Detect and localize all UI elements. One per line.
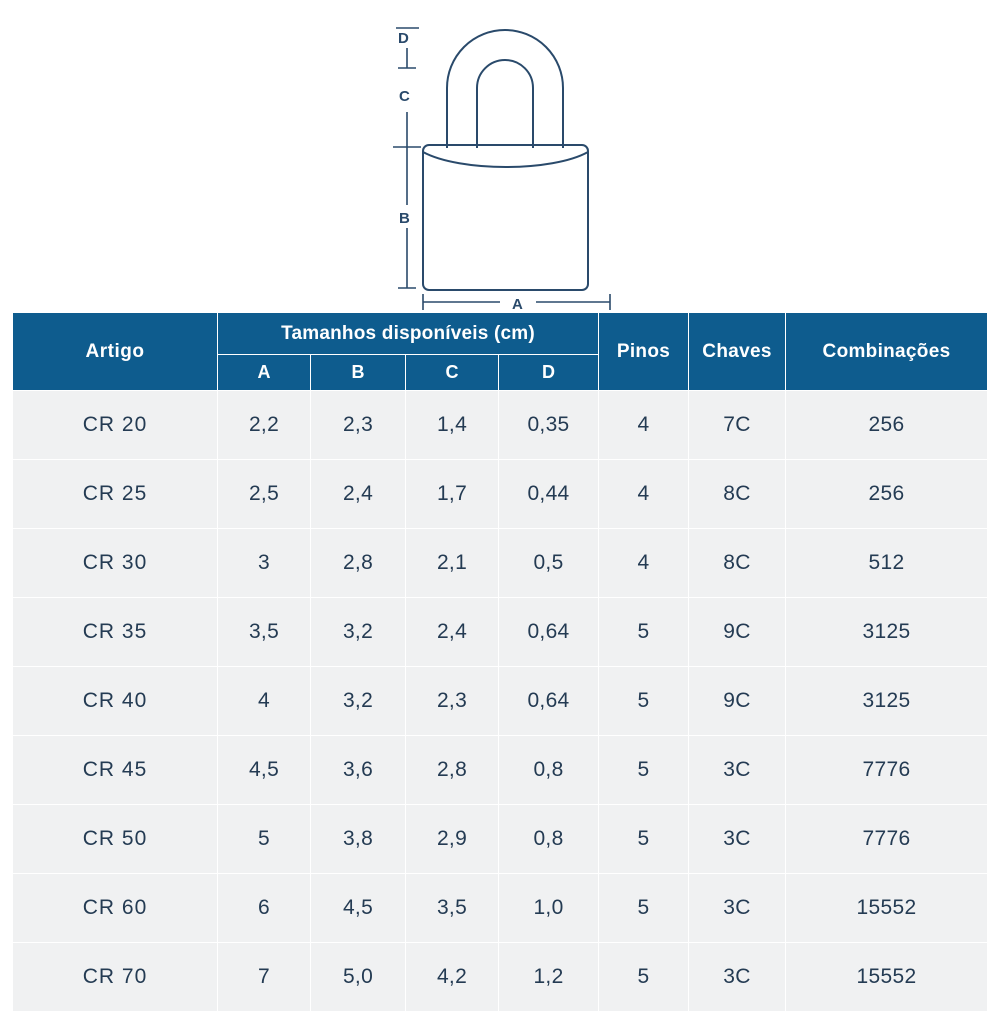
cell-d: 0,44	[499, 460, 599, 529]
cell-d: 1,2	[499, 943, 599, 1012]
cell-chaves: 9C	[689, 598, 786, 667]
cell-a: 3,5	[218, 598, 311, 667]
cell-d: 0,64	[499, 598, 599, 667]
table-row	[13, 667, 988, 736]
dimension-label-b: B	[399, 210, 411, 227]
cell-combinacoes: 512	[786, 529, 988, 598]
table-row	[13, 805, 988, 874]
cell-artigo: CR 60	[13, 874, 218, 943]
cell-c: 1,7	[406, 460, 499, 529]
cell-pinos: 5	[599, 667, 689, 736]
cell-d: 1,0	[499, 874, 599, 943]
cell-pinos: 4	[599, 460, 689, 529]
cell-artigo: CR 20	[13, 391, 218, 460]
cell-pinos: 4	[599, 391, 689, 460]
cell-artigo: CR 50	[13, 805, 218, 874]
cell-combinacoes: 3125	[786, 598, 988, 667]
cell-pinos: 4	[599, 529, 689, 598]
cell-b: 3,6	[311, 736, 406, 805]
header-sizes-group: Tamanhos disponíveis (cm)	[218, 313, 599, 355]
cell-d: 0,64	[499, 667, 599, 736]
cell-d: 0,8	[499, 805, 599, 874]
cell-artigo: CR 70	[13, 943, 218, 1012]
cell-c: 2,9	[406, 805, 499, 874]
table-header-row-1	[13, 313, 988, 355]
cell-pinos: 5	[599, 736, 689, 805]
cell-c: 2,4	[406, 598, 499, 667]
cell-d: 0,35	[499, 391, 599, 460]
header-artigo: Artigo	[13, 313, 218, 391]
cell-c: 2,1	[406, 529, 499, 598]
cell-chaves: 3C	[689, 736, 786, 805]
cell-pinos: 5	[599, 874, 689, 943]
table-row	[13, 736, 988, 805]
cell-b: 3,2	[311, 598, 406, 667]
cell-chaves: 9C	[689, 667, 786, 736]
cell-b: 2,3	[311, 391, 406, 460]
cell-chaves: 7C	[689, 391, 786, 460]
cell-b: 2,8	[311, 529, 406, 598]
header-size-c: C	[406, 355, 499, 391]
specification-table	[12, 312, 988, 1012]
cell-b: 5,0	[311, 943, 406, 1012]
cell-a: 4,5	[218, 736, 311, 805]
cell-chaves: 3C	[689, 943, 786, 1012]
cell-d: 0,8	[499, 736, 599, 805]
table-row	[13, 598, 988, 667]
cell-c: 2,3	[406, 667, 499, 736]
table-row	[13, 460, 988, 529]
cell-a: 5	[218, 805, 311, 874]
cell-combinacoes: 256	[786, 460, 988, 529]
dimension-label-c: C	[399, 88, 411, 105]
table-row	[13, 943, 988, 1012]
cell-combinacoes: 3125	[786, 667, 988, 736]
cell-pinos: 5	[599, 805, 689, 874]
table-body	[13, 391, 988, 1012]
header-size-a: A	[218, 355, 311, 391]
cell-artigo: CR 40	[13, 667, 218, 736]
cell-b: 4,5	[311, 874, 406, 943]
cell-a: 4	[218, 667, 311, 736]
cell-chaves: 8C	[689, 529, 786, 598]
table-row	[13, 391, 988, 460]
table-row	[13, 529, 988, 598]
cell-c: 2,8	[406, 736, 499, 805]
header-chaves: Chaves	[689, 313, 786, 391]
cell-artigo: CR 25	[13, 460, 218, 529]
cell-combinacoes: 7776	[786, 805, 988, 874]
specification-table-wrapper	[12, 312, 987, 1012]
cell-combinacoes: 15552	[786, 943, 988, 1012]
cell-a: 3	[218, 529, 311, 598]
header-size-d: D	[499, 355, 599, 391]
cell-pinos: 5	[599, 943, 689, 1012]
cell-pinos: 5	[599, 598, 689, 667]
cell-artigo: CR 30	[13, 529, 218, 598]
header-pinos: Pinos	[599, 313, 689, 391]
header-combinacoes: Combinações	[786, 313, 988, 391]
dimension-label-d: D	[398, 30, 410, 47]
cell-chaves: 3C	[689, 805, 786, 874]
cell-a: 2,5	[218, 460, 311, 529]
table-row	[13, 874, 988, 943]
cell-artigo: CR 45	[13, 736, 218, 805]
padlock-illustration	[0, 0, 1000, 310]
cell-chaves: 3C	[689, 874, 786, 943]
cell-b: 3,2	[311, 667, 406, 736]
cell-artigo: CR 35	[13, 598, 218, 667]
cell-combinacoes: 256	[786, 391, 988, 460]
cell-combinacoes: 15552	[786, 874, 988, 943]
cell-c: 1,4	[406, 391, 499, 460]
cell-a: 2,2	[218, 391, 311, 460]
cell-d: 0,5	[499, 529, 599, 598]
cell-combinacoes: 7776	[786, 736, 988, 805]
dimension-label-a: A	[512, 296, 524, 313]
cell-a: 6	[218, 874, 311, 943]
cell-c: 4,2	[406, 943, 499, 1012]
cell-a: 7	[218, 943, 311, 1012]
header-size-b: B	[311, 355, 406, 391]
table-header	[13, 313, 988, 391]
padlock-diagram	[0, 0, 1000, 313]
cell-chaves: 8C	[689, 460, 786, 529]
cell-b: 2,4	[311, 460, 406, 529]
cell-c: 3,5	[406, 874, 499, 943]
cell-b: 3,8	[311, 805, 406, 874]
